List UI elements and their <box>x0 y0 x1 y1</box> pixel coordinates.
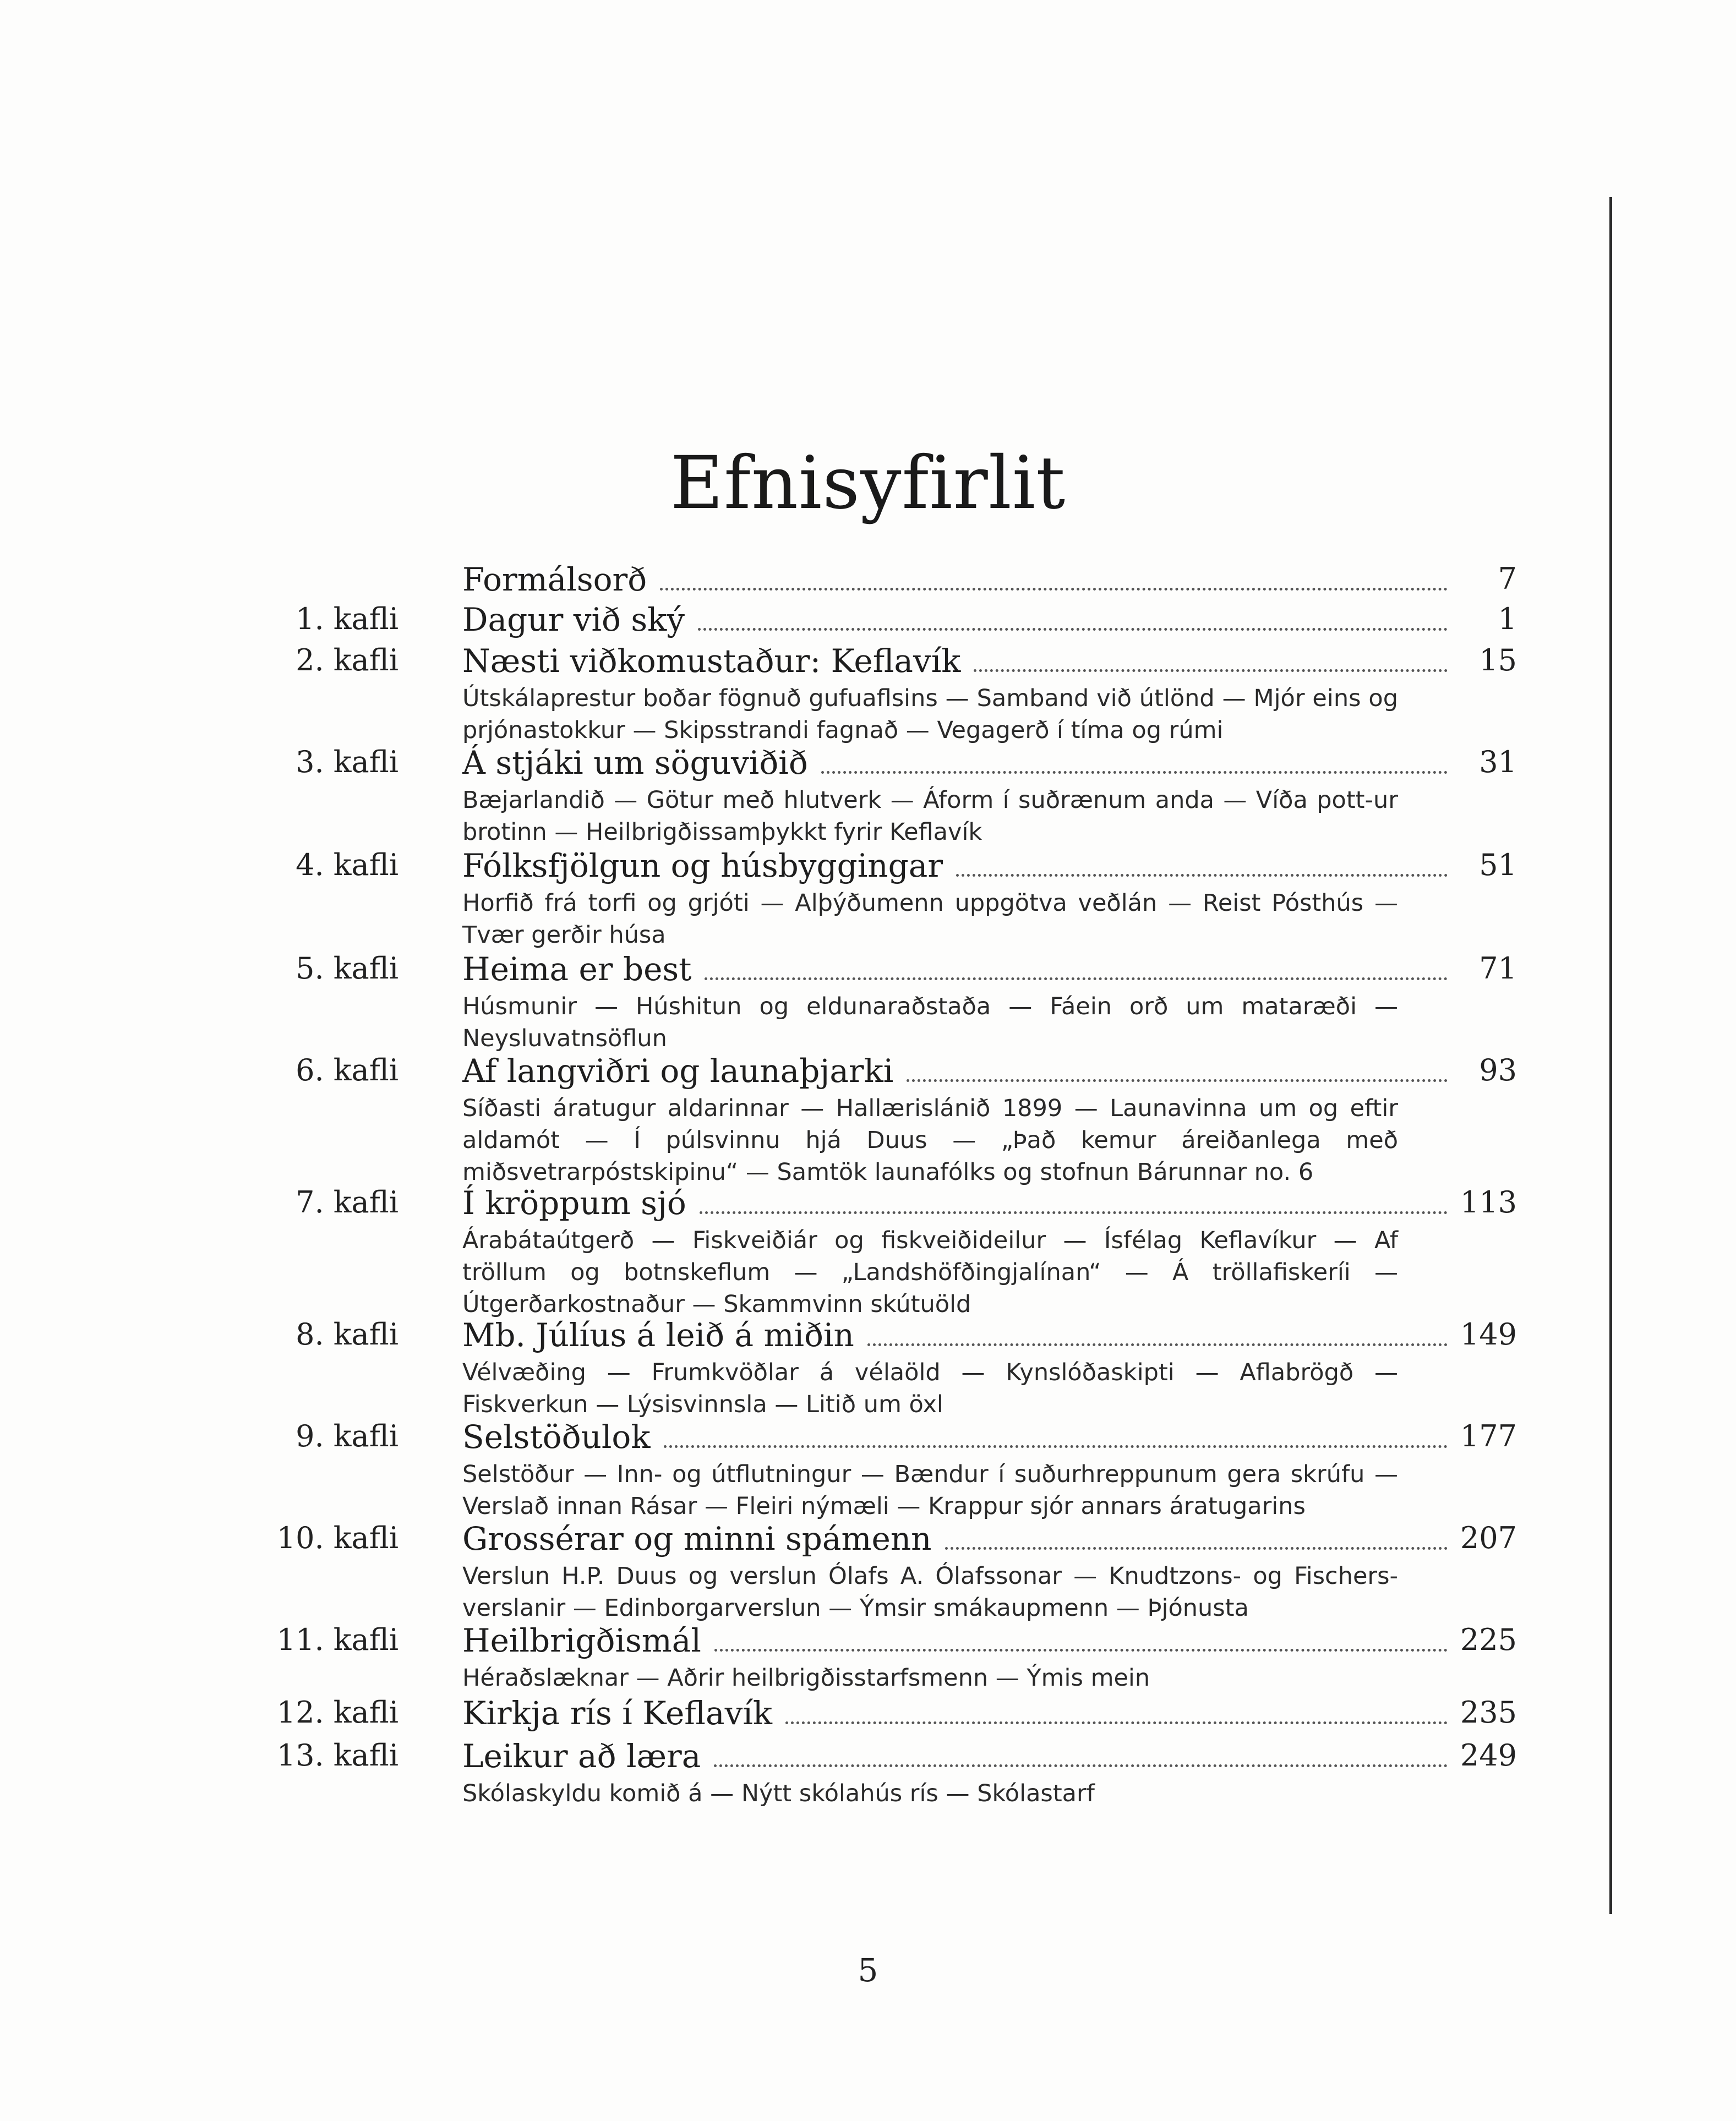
dot-leader <box>714 1618 1448 1652</box>
toc-entry <box>0 1048 1736 1188</box>
page-ref: 149 <box>1460 1317 1517 1352</box>
chapter-number: 11. kafli <box>276 1622 398 1657</box>
dot-leader <box>821 740 1448 774</box>
chapter-title: Af langviðri og launaþjarki <box>462 1052 894 1090</box>
dot-leader <box>907 1048 1448 1082</box>
page-ref: 249 <box>1460 1738 1517 1773</box>
chapter-title: Kirkja rís í Keflavík <box>462 1694 773 1732</box>
toc-entry <box>0 740 1736 848</box>
chapter-subtopics: Selstöður — Inn- og útflutningur — Bændur í suðurhreppunum gera skrúfu — Verslað innan Rásar — Fleiri nýmæli — Krappur sjór annars áratugarins <box>462 1461 1398 1520</box>
chapter-title: Á stjáki um söguviðið <box>462 744 808 781</box>
chapter-title: Selstöðulok <box>462 1418 651 1456</box>
toc-entry <box>0 843 1736 951</box>
page-ref: 225 <box>1460 1622 1517 1657</box>
dot-leader <box>867 1313 1448 1346</box>
toc-entry <box>0 597 1736 641</box>
page-ref: 1 <box>1498 602 1517 636</box>
page-ref: 93 <box>1479 1053 1517 1087</box>
chapter-title: Í kröppum sjó <box>462 1184 686 1222</box>
page-ref: 207 <box>1460 1521 1517 1555</box>
chapter-number: 9. kafli <box>296 1419 398 1453</box>
toc-entry <box>0 638 1736 746</box>
toc-entry <box>0 1691 1736 1735</box>
dot-leader <box>714 1734 1448 1767</box>
chapter-title: Heilbrigðismál <box>462 1622 701 1659</box>
chapter-subtopics: Húsmunir — Húshitun og eldunaraðstaða — Fáein orð um mataræði — Neysluvatnsöflun <box>462 993 1398 1052</box>
chapter-subtopics: Horfið frá torfi og grjóti — Alþýðumenn uppgötva veðlán — Reist Pósthús — Tvær gerðir húsa <box>462 889 1398 949</box>
page-title: Efnisyfirlit <box>670 441 1066 526</box>
chapter-subtopics: Skólaskyldu komið á — Nýtt skólahús rís — Skólastarf <box>462 1780 1095 1807</box>
chapter-number: 4. kafli <box>296 848 398 882</box>
chapter-subtopics: Bæjarlandið — Götur með hlutverk — Áform í suðrænum anda — Víða pott-ur brotinn — Heilbrigðissamþykkt fyrir Keflavík <box>462 786 1398 846</box>
toc-entry <box>0 1618 1736 1694</box>
chapter-title: Dagur við ský <box>462 601 685 638</box>
dot-leader <box>660 557 1448 591</box>
chapter-subtopics: Árabátaútgerð — Fiskveiðiár og fiskveiðideilur — Ísfélag Keflavíkur — Af tröllum og botnskeflum — „Landshöfðingjalínan“ — Á tröllafiskeríi — Útgerðarkostnaður — Skammvinn skútuöld <box>462 1227 1398 1318</box>
dot-leader <box>785 1691 1448 1724</box>
chapter-subtopics: Verslun H.P. Duus og verslun Ólafs A. Ólafssonar — Knudtzons- og Fischers-verslanir — Edinborgarverslun — Ýmsir smákaupmenn — Þjónusta <box>462 1562 1398 1622</box>
chapter-number: 7. kafli <box>296 1185 398 1220</box>
chapter-number: 12. kafli <box>276 1695 398 1730</box>
chapter-number: 2. kafli <box>296 643 398 677</box>
chapter-subtopics: Héraðslæknar — Aðrir heilbrigðisstarfsmenn — Ýmis mein <box>462 1664 1150 1692</box>
chapter-subtopics: Vélvæðing — Frumkvöðlar á vélaöld — Kynslóðaskipti — Aflabrögð — Fiskverkun — Lýsisvinnsla — Litið um öxl <box>462 1359 1398 1418</box>
toc-entry <box>0 557 1736 601</box>
page-ref: 113 <box>1460 1185 1517 1220</box>
dot-leader <box>698 597 1448 631</box>
dot-leader <box>664 1414 1448 1448</box>
dot-leader <box>945 1516 1448 1550</box>
dot-leader <box>700 1180 1448 1214</box>
page-number: 5 <box>858 1951 878 1989</box>
chapter-title: Grossérar og minni spámenn <box>462 1520 932 1557</box>
page-ref: 7 <box>1498 561 1517 596</box>
toc-entry <box>0 1313 1736 1420</box>
chapter-title: Heima er best <box>462 950 692 988</box>
chapter-number: 5. kafli <box>296 951 398 986</box>
page-ref: 31 <box>1479 745 1517 779</box>
chapter-title: Næsti viðkomustaður: Keflavík <box>462 642 961 680</box>
chapter-number: 13. kafli <box>276 1738 398 1773</box>
toc-entry <box>0 1180 1736 1320</box>
dot-leader <box>974 638 1448 672</box>
chapter-number: 10. kafli <box>276 1521 398 1555</box>
page-ref: 71 <box>1479 951 1517 986</box>
chapter-number: 3. kafli <box>296 745 398 779</box>
page-ref: 235 <box>1460 1695 1517 1730</box>
chapter-title: Leikur að læra <box>462 1737 701 1775</box>
chapter-title: Mb. Júlíus á leið á miðin <box>462 1316 854 1354</box>
dot-leader <box>956 843 1448 877</box>
chapter-number: 6. kafli <box>296 1053 398 1087</box>
dot-leader <box>705 947 1448 980</box>
chapter-title: Formálsorð <box>462 561 647 598</box>
chapter-number: 1. kafli <box>296 602 398 636</box>
toc-entry <box>0 1414 1736 1522</box>
toc-entry <box>0 1734 1736 1810</box>
page-ref: 15 <box>1479 643 1517 677</box>
chapter-number: 8. kafli <box>296 1317 398 1352</box>
chapter-title: Fólksfjölgun og húsbyggingar <box>462 847 943 884</box>
chapter-subtopics: Síðasti áratugur aldarinnar — Hallærislánið 1899 — Launavinna um og eftir aldamót — Í púlsvinnu hjá Duus — „Það kemur áreiðanlega með miðsvetrarpóstskipinu“ — Samtök launafólks og stofnun Bárunnar no. 6 <box>462 1095 1398 1186</box>
page-ref: 51 <box>1479 848 1517 882</box>
chapter-subtopics: Útskálaprestur boðar fögnuð gufuaflsins — Samband við útlönd — Mjór eins og prjónastokkur — Skipsstrandi fagnað — Vegagerð í tíma og rúmi <box>462 685 1398 744</box>
toc-entry <box>0 947 1736 1054</box>
toc-entry <box>0 1516 1736 1624</box>
page-ref: 177 <box>1460 1419 1517 1453</box>
